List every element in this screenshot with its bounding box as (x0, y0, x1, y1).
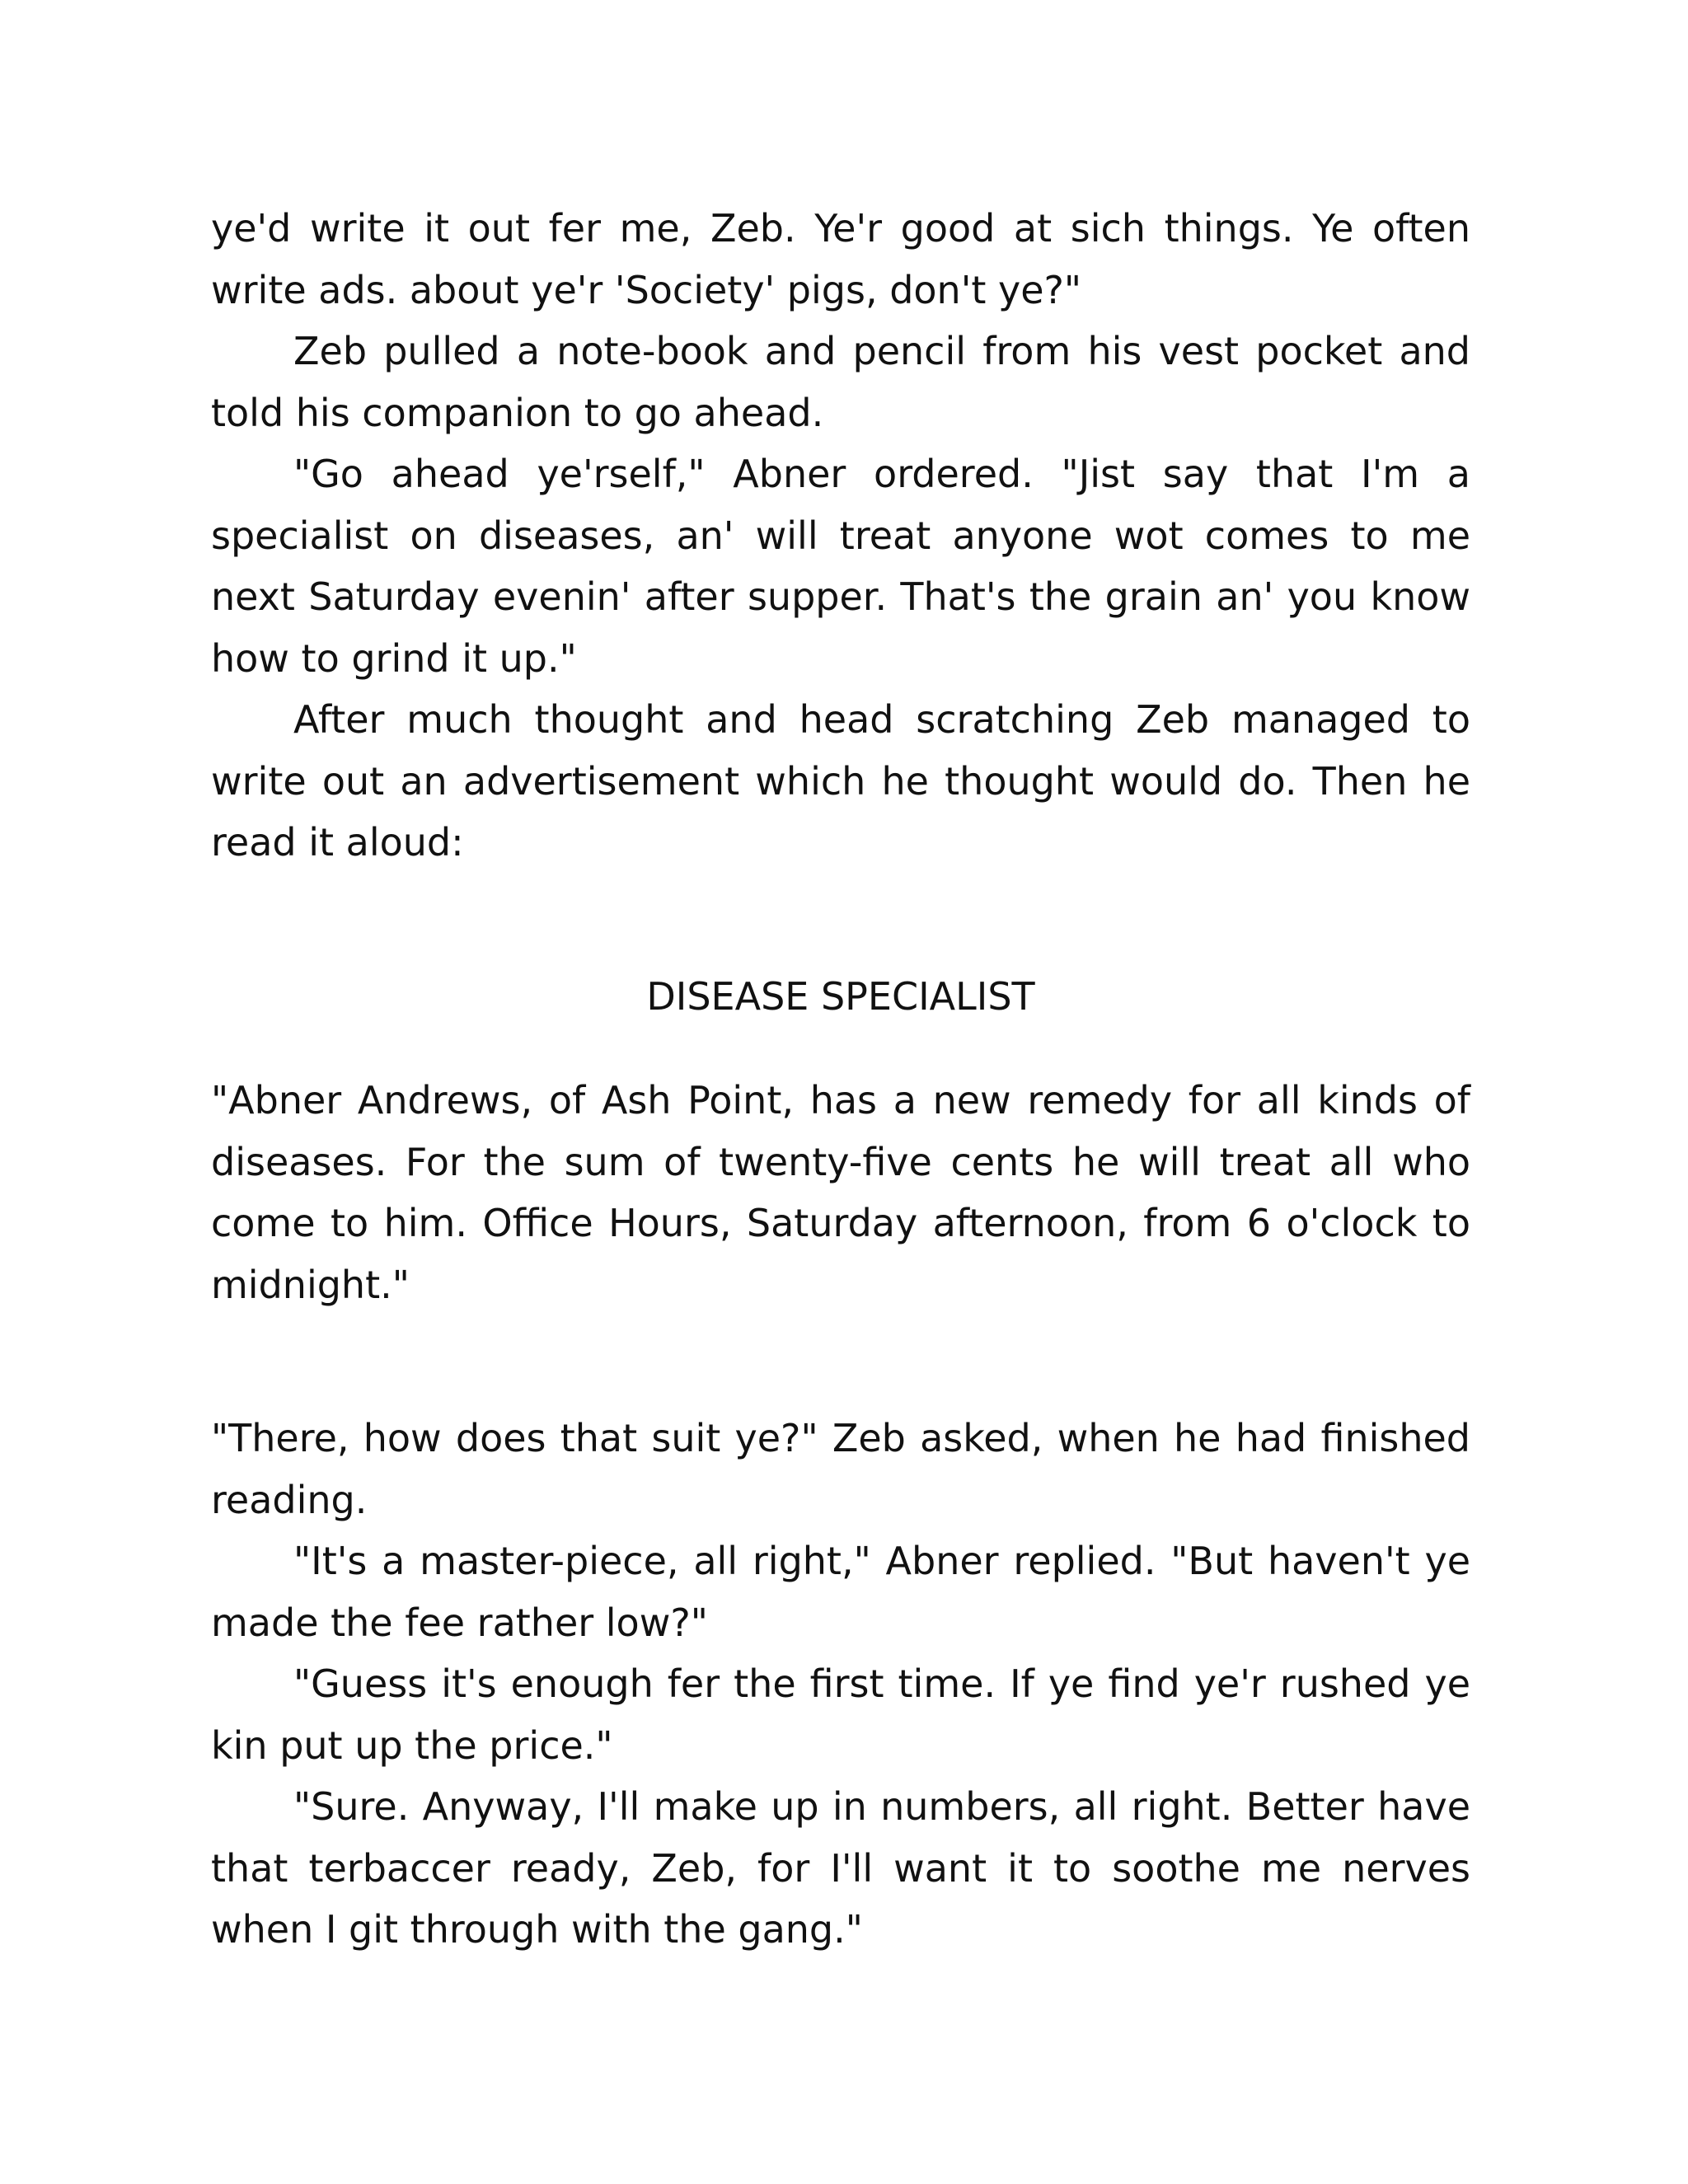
paragraph-1: ye'd write it out fer me, Zeb. Ye'r good at sich things. Ye often write ads. about ye'r 'Society' pigs, don't ye?" (211, 206, 1470, 312)
paragraph-6: "There, how does that suit ye?" Zeb asked, when he had finished reading. (211, 1416, 1470, 1522)
paragraph-3: "Go ahead ye'rself," Abner ordered. "Jist say that I'm a specialist on diseases, an' will treat anyone wot comes to me next Saturday evenin' after supper. That's the grain an' you know how to grind it up." (211, 452, 1470, 681)
advertisement-text: "Abner Andrews, of Ash Point, has a new remedy for all kinds of diseases. For the sum of twenty-five cents he will treat all who come to him. Office Hours, Saturday afternoon, from 6 o'clock to midnight." (211, 1078, 1470, 1307)
paragraph-8: "Guess it's enough fer the first time. If ye find ye'r rushed ye kin put up the price." (211, 1661, 1470, 1768)
paragraph-7: "It's a master-piece, all right," Abner replied. "But haven't ye made the fee rather low?" (211, 1539, 1470, 1645)
paragraph-4: After much thought and head scratching Zeb managed to write out an advertisement which he thought would do. Then he read it aloud: (211, 697, 1470, 865)
section-heading: DISEASE SPECIALIST (646, 973, 1035, 1019)
paragraph-9: "Sure. Anyway, I'll make up in numbers, all right. Better have that terbaccer ready, Zeb, for I'll want it to soothe me nerves when I git through with the gang." (211, 1784, 1470, 1952)
paragraph-2: Zeb pulled a note-book and pencil from his vest pocket and told his companion to go ahead. (211, 329, 1470, 435)
page-body (211, 198, 1470, 1961)
